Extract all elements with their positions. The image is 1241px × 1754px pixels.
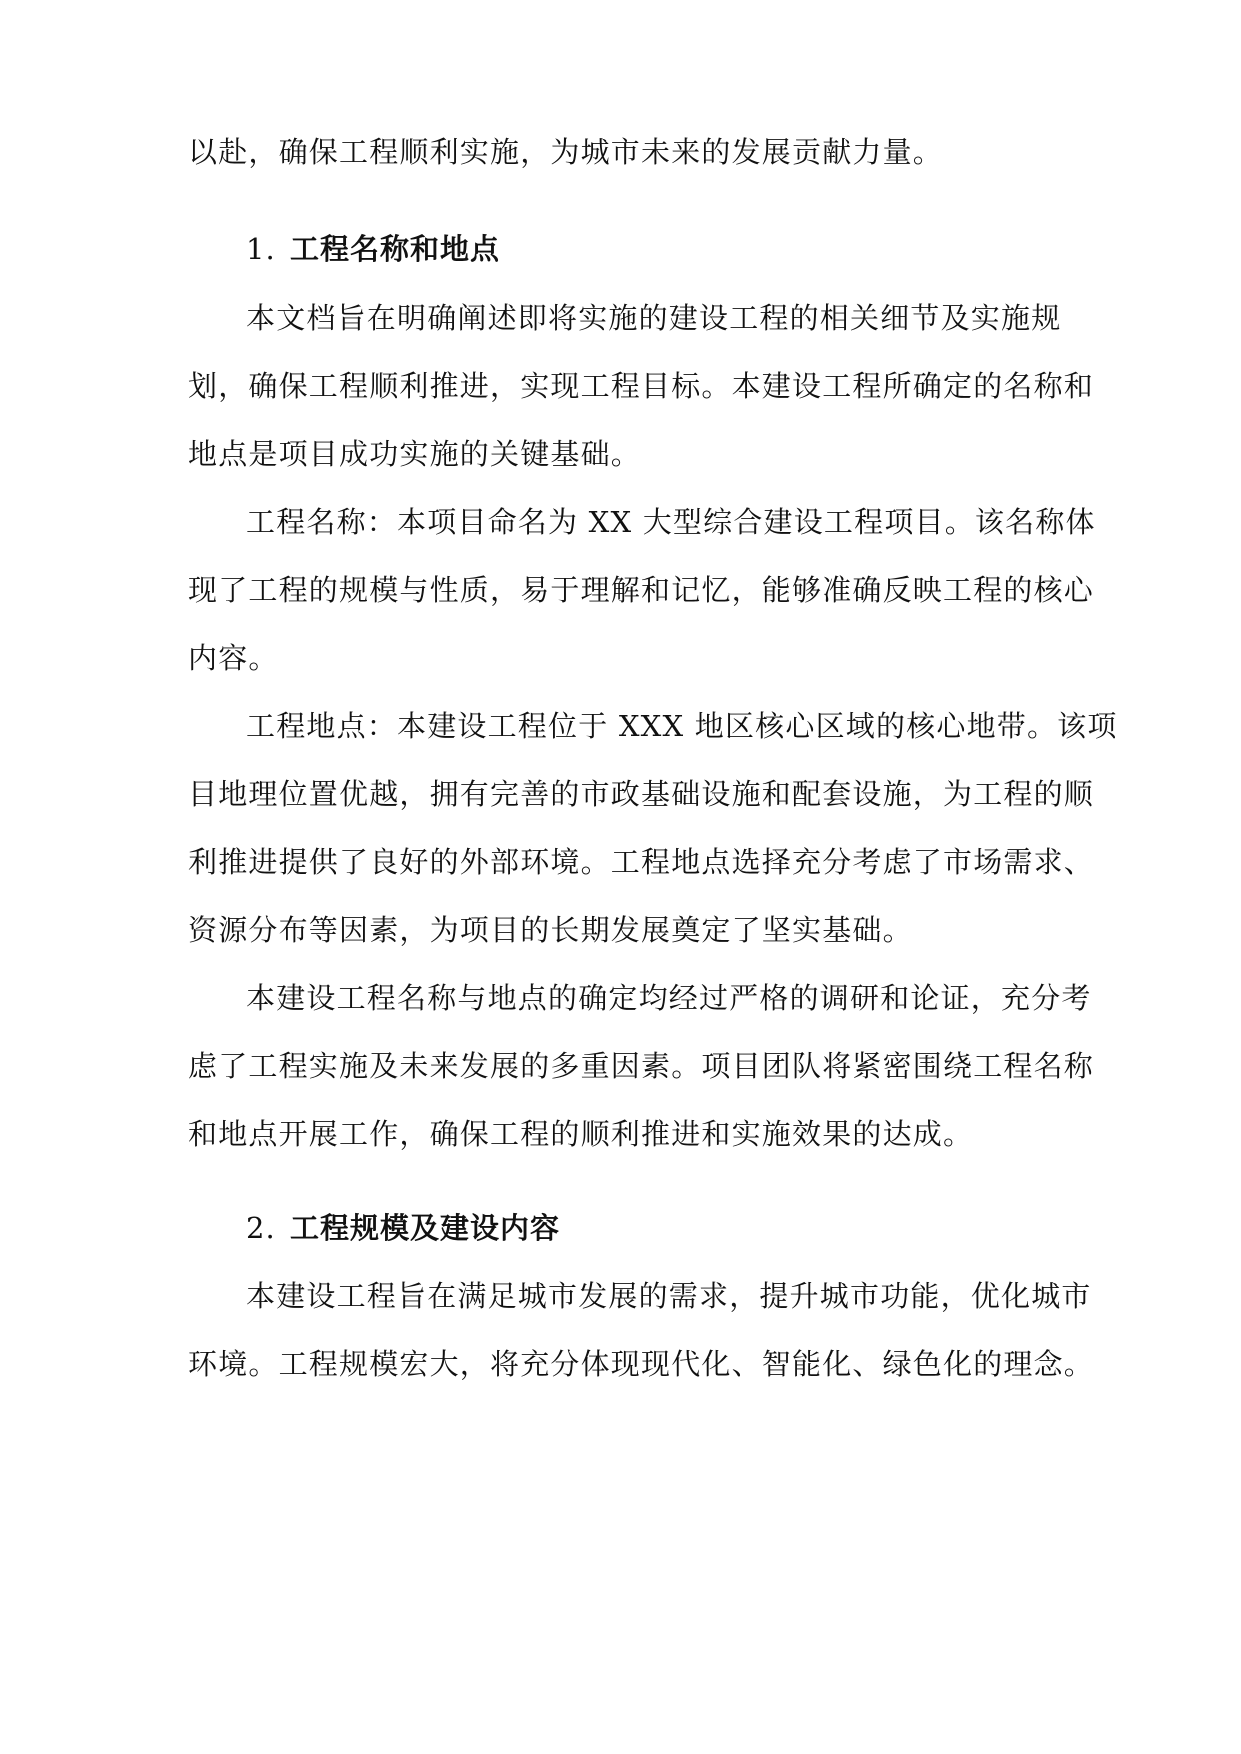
paragraph-line: 划，确保工程顺利推进，实现工程目标。本建设工程所确定的名称和: [188, 369, 1095, 403]
section-2-title: 工程规模及建设内容: [290, 1211, 561, 1245]
section-1-title: 工程名称和地点: [290, 232, 501, 266]
section-1-number: 1.: [246, 232, 276, 266]
paragraph-line: 利推进提供了良好的外部环境。工程地点选择充分考虑了市场需求、: [188, 845, 1095, 879]
paragraph-line: 虑了工程实施及未来发展的多重因素。项目团队将紧密围绕工程名称: [188, 1049, 1095, 1083]
paragraph-line: 资源分布等因素，为项目的长期发展奠定了坚实基础。: [188, 913, 913, 947]
paragraph-line: 工程名称：本项目命名为 XX 大型综合建设工程项目。该名称体: [246, 505, 1096, 539]
paragraph-line: 和地点开展工作，确保工程的顺利推进和实施效果的达成。: [188, 1117, 974, 1151]
paragraph-line: 本建设工程名称与地点的确定均经过严格的调研和论证，充分考: [246, 981, 1092, 1015]
section-2-number: 2.: [246, 1211, 276, 1245]
paragraph-line: 现了工程的规模与性质，易于理解和记忆，能够准确反映工程的核心: [188, 573, 1095, 607]
intro-line: 以赴，确保工程顺利实施，为城市未来的发展贡献力量。: [188, 135, 944, 169]
section-1-heading: [246, 229, 500, 269]
paragraph-line: 环境。工程规模宏大，将充分体现现代化、智能化、绿色化的理念。: [188, 1347, 1095, 1381]
paragraph-line: 地点是项目成功实施的关键基础。: [188, 437, 642, 471]
paragraph-line: 本建设工程旨在满足城市发展的需求，提升城市功能，优化城市: [246, 1279, 1092, 1313]
section-2-heading: [246, 1208, 560, 1248]
paragraph-line: 工程地点：本建设工程位于 XXX 地区核心区域的核心地带。该项: [246, 709, 1118, 743]
paragraph-line: 目地理位置优越，拥有完善的市政基础设施和配套设施，为工程的顺: [188, 777, 1095, 811]
paragraph-line: 内容。: [188, 641, 279, 675]
paragraph-line: 本文档旨在明确阐述即将实施的建设工程的相关细节及实施规: [246, 301, 1062, 335]
